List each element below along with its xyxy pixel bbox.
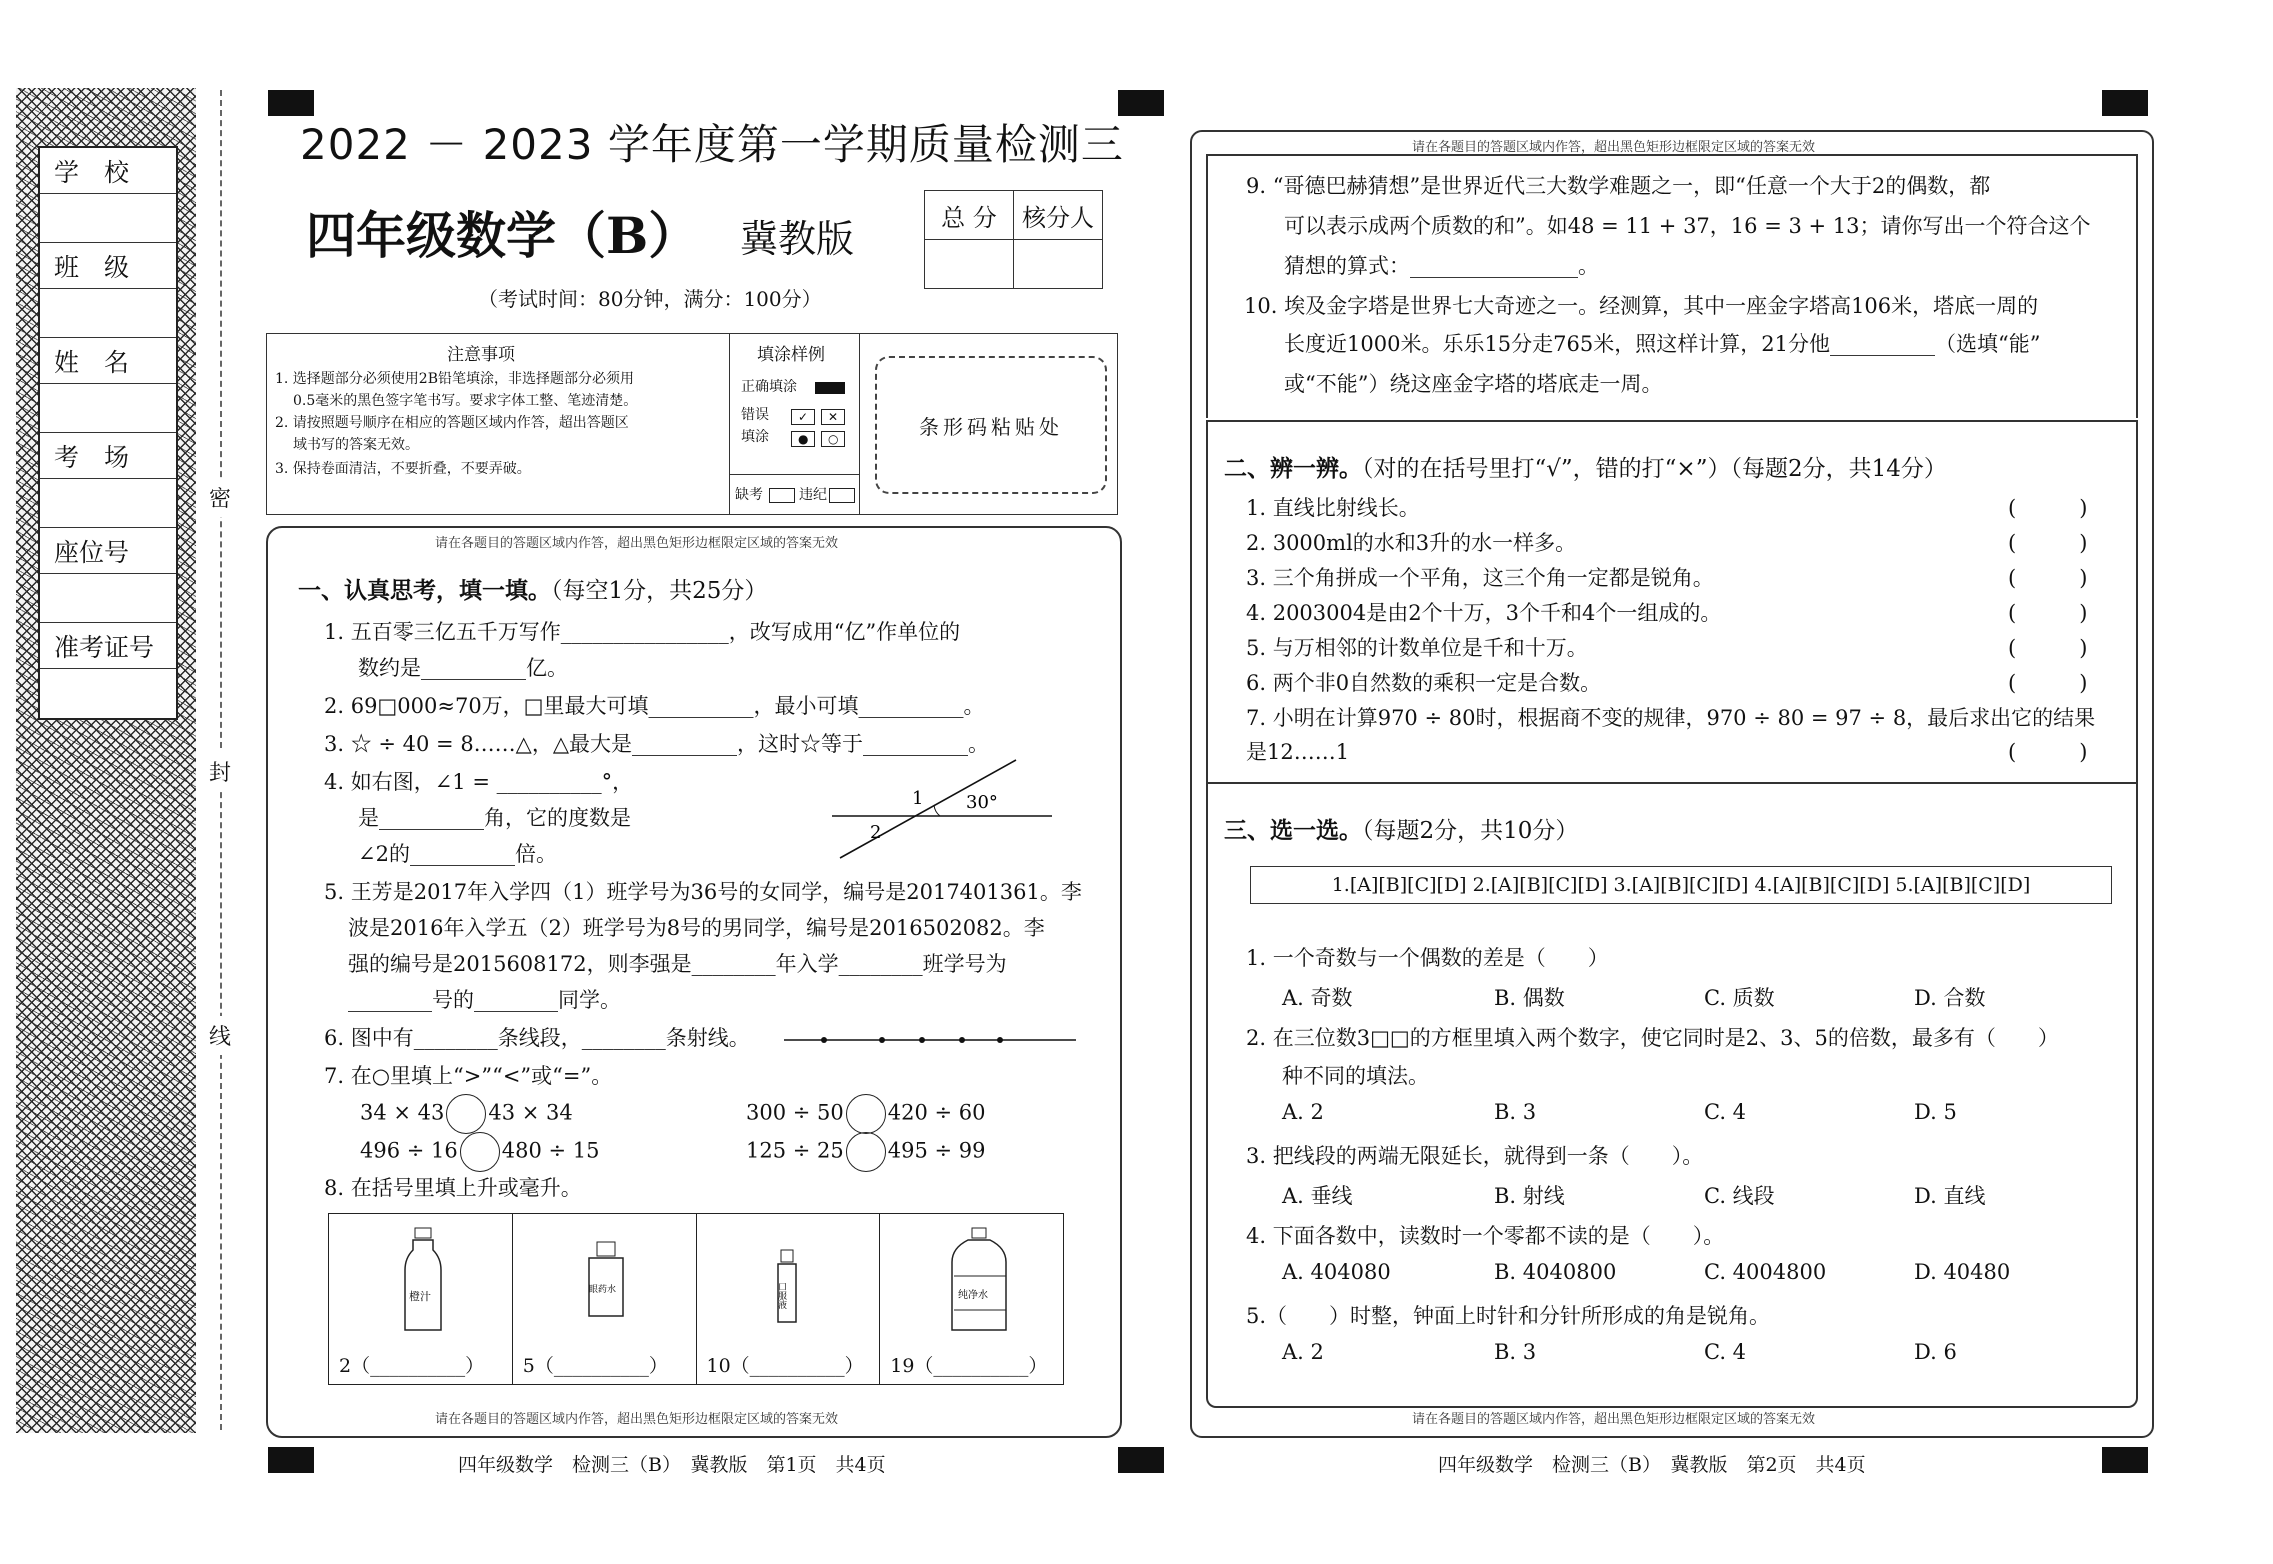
choice-option[interactable]: C. 4 xyxy=(1704,1340,1747,1364)
judge-item-4: 4. 2003004是由2个十万，3个千和4个一组成的。 xyxy=(1246,601,1722,625)
notice-item: 3. 保持卷面清洁，不要折叠，不要弄破。 xyxy=(275,461,531,477)
expr: 43 × 34 xyxy=(488,1100,573,1125)
question-9a: 9. “哥德巴赫猜想”是世界近代三大数学难题之一，即“任意一个大于2的偶数，都 xyxy=(1246,174,1991,198)
angle-1-label: 1 xyxy=(912,788,924,809)
judge-item-5: 5. 与万相邻的计数单位是千和十万。 xyxy=(1246,636,1588,660)
question-8: 8. 在括号里填上升或毫升。 xyxy=(324,1176,582,1200)
name-field[interactable] xyxy=(40,384,176,433)
wrong-mark-cross: ✕ xyxy=(821,409,845,425)
judge-item-7b: 是12……1 xyxy=(1246,740,1350,764)
question-10a: 10. 埃及金字塔是世界七大奇迹之一。经测算，其中一座金字塔高106米，塔底一周的 xyxy=(1244,294,2039,318)
timing-marker xyxy=(1118,1447,1164,1473)
question-5a: 5. 王芳是2017年入学四（1）班学号为36号的女同学，编号是2017401361。李 xyxy=(324,880,1082,904)
notice-rules xyxy=(267,334,730,514)
question-5b: 波是2016年入学五（2）班学号为8号的男同学，编号是2016502082。李 xyxy=(348,916,1045,940)
bottle-answer[interactable]: 10（__________） xyxy=(706,1355,864,1377)
wrong-mark-dot: ● xyxy=(791,431,815,447)
judge-answer-6[interactable]: ( ) xyxy=(2008,671,2088,695)
question-1a: 1. 五百零三亿五千万写作________________，改写成用“亿”作单位的 xyxy=(324,620,961,644)
question-6: 6. 图中有________条线段，________条射线。 xyxy=(324,1026,750,1050)
exam-room-field[interactable] xyxy=(40,479,176,528)
question-9b: 可以表示成两个质数的和”。如48 = 11 + 37，16 = 3 + 13；请你写出一个符合这个 xyxy=(1284,214,2091,238)
expr: 496 ÷ 16 xyxy=(360,1138,458,1163)
seat-field[interactable] xyxy=(40,574,176,623)
point xyxy=(879,1037,885,1043)
question-7: 7. 在○里填上“>”“<”或“=”。 xyxy=(324,1064,613,1088)
seal-char-feng: 封 xyxy=(209,752,231,791)
student-info-box xyxy=(38,146,178,720)
compare-circle[interactable] xyxy=(846,1094,886,1134)
question-1b: 数约是__________亿。 xyxy=(358,656,568,680)
judge-item-2: 2. 3000ml的水和3升的水一样多。 xyxy=(1246,531,1577,555)
expr: 420 ÷ 60 xyxy=(887,1100,986,1125)
choice-option[interactable]: C. 线段 xyxy=(1704,1184,1775,1208)
choice-question-2: 2. 在三位数3□□的方框里填入两个数字，使它同时是2、3、5的倍数，最多有（ ） xyxy=(1246,1026,2059,1050)
choice-option[interactable]: B. 4040800 xyxy=(1494,1260,1617,1284)
absent-box[interactable] xyxy=(769,488,795,503)
expr: 34 × 43 xyxy=(360,1100,445,1125)
bottle-cell-eyedrop xyxy=(513,1214,697,1384)
seal-char-mi: 密 xyxy=(209,478,231,517)
judge-item-6: 6. 两个非0自然数的乘积一定是合数。 xyxy=(1246,671,1602,695)
notice-block xyxy=(266,333,1118,515)
area-note: 请在各题目的答题区域内作答，超出黑色矩形边框限定区域的答案无效 xyxy=(1412,1412,1816,1427)
section1-heading xyxy=(298,572,767,605)
bottle-answer[interactable]: 19（__________） xyxy=(890,1355,1048,1377)
choice-option[interactable]: B. 射线 xyxy=(1494,1184,1565,1208)
wrong-mark-check: ✓ xyxy=(791,409,815,425)
compare-circle[interactable] xyxy=(446,1094,486,1134)
notice-item: 0.5毫米的黑色签字笔书写。要求字体工整、笔迹清楚。 xyxy=(293,393,638,409)
exam-id-label: 准考证号 xyxy=(40,623,176,669)
timing-marker xyxy=(2102,90,2148,116)
fill-label: 填涂 xyxy=(741,429,769,445)
choice-option[interactable]: B. 偶数 xyxy=(1494,986,1565,1010)
question-5c: 强的编号是2015608172，则李强是________年入学________班学号为 xyxy=(348,952,1007,976)
checker-label: 核分人 xyxy=(1014,191,1103,240)
total-score-cell[interactable] xyxy=(925,240,1014,289)
section3-scoring: （每题2分，共10分） xyxy=(1362,818,1579,844)
choice-question-5: 5.（ ）时整，钟面上时针和分针所形成的角是锐角。 xyxy=(1246,1304,1771,1328)
question-9c: 猜想的算式：________________。 xyxy=(1284,254,1599,278)
judge-answer-7[interactable]: ( ) xyxy=(2008,740,2088,764)
section3-title: 三、选一选。 xyxy=(1224,817,1362,844)
choice-option[interactable]: D. 直线 xyxy=(1914,1184,1986,1208)
section1-title: 一、认真思考，填一填。 xyxy=(298,577,551,604)
compare-row-2a xyxy=(360,1132,600,1172)
school-label: 学 校 xyxy=(40,148,176,194)
choice-option[interactable]: A. 奇数 xyxy=(1282,986,1353,1010)
angle-2-label: 2 xyxy=(870,822,882,843)
question-4a: 4. 如右图，∠1 = __________°， xyxy=(324,770,634,794)
seal-char-xian: 线 xyxy=(209,1016,231,1055)
bottle-cell-juice xyxy=(329,1214,513,1384)
choice-option[interactable]: B. 3 xyxy=(1494,1100,1537,1124)
wrong-label: 错误 xyxy=(741,407,769,423)
question-3: 3. ☆ ÷ 40 = 8……△，△最大是__________，这时☆等于__________。 xyxy=(324,732,989,756)
judge-answer-5[interactable]: ( ) xyxy=(2008,636,2088,660)
notice-heading: 注意事项 xyxy=(447,345,515,365)
expr: 125 ÷ 25 xyxy=(746,1138,844,1163)
fill-sample xyxy=(729,334,860,514)
area-note: 请在各题目的答题区域内作答，超出黑色矩形边框限定区域的答案无效 xyxy=(435,536,839,551)
choice-option[interactable]: D. 合数 xyxy=(1914,986,1986,1010)
bottle-cell-oral xyxy=(697,1214,881,1384)
water-jug-icon xyxy=(950,1226,1010,1338)
judge-answer-2[interactable]: ( ) xyxy=(2008,531,2088,555)
section2-title: 二、辨一辨。 xyxy=(1224,455,1362,482)
judge-item-7: 7. 小明在计算970 ÷ 80时，根据商不变的规律，970 ÷ 80 = 97 ÷ 8，最后求出它的结果 xyxy=(1246,706,2096,730)
question-5d: ________号的________同学。 xyxy=(348,988,621,1012)
section3-heading xyxy=(1224,812,1578,845)
checker-cell[interactable] xyxy=(1014,240,1103,289)
angle-30-label: 30° xyxy=(966,792,998,813)
choice-question-4: 4. 下面各数中，读数时一个零都不读的是（ ）。 xyxy=(1246,1224,1725,1248)
timing-marker xyxy=(2102,1447,2148,1473)
bottle-answer[interactable]: 5（__________） xyxy=(522,1355,668,1377)
area-note: 请在各题目的答题区域内作答，超出黑色矩形边框限定区域的答案无效 xyxy=(435,1412,839,1427)
class-field[interactable] xyxy=(40,289,176,338)
name-label: 姓 名 xyxy=(40,338,176,384)
absent-label: 缺考 xyxy=(735,487,763,503)
choice-option[interactable]: A. 2 xyxy=(1282,1100,1324,1124)
bottle-answer[interactable]: 2（__________） xyxy=(339,1355,485,1377)
question-2: 2. 69□000≈70万，□里最大可填__________，最小可填__________。 xyxy=(324,694,985,718)
choice-option[interactable]: A. 2 xyxy=(1282,1340,1324,1364)
edition-label: 冀教版 xyxy=(740,217,855,261)
notice-item: 1. 选择题部分必须使用2B铅笔填涂，非选择题部分必须用 xyxy=(275,371,635,387)
eyedrop-bottle-icon xyxy=(583,1240,629,1320)
bottle-label: 眼药水 xyxy=(588,1285,616,1295)
violation-box[interactable] xyxy=(829,488,855,503)
segments-figure xyxy=(784,1030,1084,1050)
point xyxy=(997,1037,1003,1043)
bottle-label: 橙汁 xyxy=(409,1290,431,1303)
violation-label: 违纪 xyxy=(799,487,827,503)
notice-item: 2. 请按照题号顺序在相应的答题区域内作答，超出答题区 xyxy=(275,415,629,431)
divider xyxy=(729,474,859,475)
compare-row-2b xyxy=(746,1132,986,1172)
angle-figure xyxy=(820,750,1070,870)
choice-option[interactable]: C. 4004800 xyxy=(1704,1260,1827,1284)
judge-item-1: 1. 直线比射线长。 xyxy=(1246,496,1420,520)
choice-option[interactable]: B. 3 xyxy=(1494,1340,1537,1364)
bottle-cell-water xyxy=(880,1214,1063,1384)
point xyxy=(821,1037,827,1043)
question-4b: 是__________角，它的度数是 xyxy=(358,806,631,830)
compare-circle[interactable] xyxy=(460,1132,500,1172)
point xyxy=(959,1037,965,1043)
choice-option[interactable]: C. 4 xyxy=(1704,1100,1747,1124)
expr: 495 ÷ 99 xyxy=(887,1138,986,1163)
barcode-area: 条形码粘贴处 xyxy=(875,356,1107,494)
choice-answer-sheet[interactable]: 1.[A][B][C][D] 2.[A][B][C][D] 3.[A][B][C][D] 4.[A][B][C][D] 5.[A][B][C][D] xyxy=(1250,866,2112,904)
judge-item-3: 3. 三个角拼成一个平角，这三个角一定都是锐角。 xyxy=(1246,566,1714,590)
school-field[interactable] xyxy=(40,194,176,243)
exam-title: 2022 － 2023 学年度第一学期质量检测三 xyxy=(300,120,1124,169)
subject-title: 四年级数学（B） xyxy=(306,206,699,265)
juice-bottle-icon xyxy=(403,1226,443,1336)
angle-arc xyxy=(934,805,940,816)
exam-room-label: 考 场 xyxy=(40,433,176,479)
class-label: 班 级 xyxy=(40,243,176,289)
bottle-table xyxy=(328,1213,1064,1385)
page2-footer: 四年级数学 检测三（B） 冀教版 第2页 共4页 xyxy=(1438,1454,1866,1476)
notice-item: 域书写的答案无效。 xyxy=(293,437,419,453)
question-4c: ∠2的__________倍。 xyxy=(358,842,557,866)
correct-fill-label: 正确填涂 xyxy=(741,379,797,395)
expr: 480 ÷ 15 xyxy=(501,1138,600,1163)
oral-liquid-icon xyxy=(775,1248,799,1328)
total-score-label: 总 分 xyxy=(925,191,1014,240)
choice-question-2b: 种不同的填法。 xyxy=(1282,1064,1429,1088)
question-10b: 长度近1000米。乐乐15分走765米，照这样计算，21分他__________（选填“能” xyxy=(1284,332,2041,356)
compare-row-1a xyxy=(360,1094,573,1134)
score-table xyxy=(924,190,1103,289)
choice-option[interactable]: A. 垂线 xyxy=(1282,1184,1353,1208)
page1-footer: 四年级数学 检测三（B） 冀教版 第1页 共4页 xyxy=(458,1454,886,1476)
bottle-label: 纯净水 xyxy=(958,1290,989,1301)
choice-option[interactable]: C. 质数 xyxy=(1704,986,1775,1010)
bottle-label: 口服液 xyxy=(775,1282,786,1309)
exam-time-info: （考试时间：80分钟，满分：100分） xyxy=(478,287,822,311)
sample-heading: 填涂样例 xyxy=(757,345,825,365)
judge-answer-3[interactable]: ( ) xyxy=(2008,566,2088,590)
seat-label: 座位号 xyxy=(40,528,176,574)
point xyxy=(919,1037,925,1043)
compare-circle[interactable] xyxy=(846,1132,886,1172)
section1-scoring: （每空1分，共25分） xyxy=(551,578,768,604)
wrong-mark-circle: ○ xyxy=(821,431,845,447)
correct-fill-mark xyxy=(815,382,845,394)
area-note: 请在各题目的答题区域内作答，超出黑色矩形边框限定区域的答案无效 xyxy=(1412,140,1816,155)
choice-option[interactable]: D. 40480 xyxy=(1914,1260,2011,1284)
choice-option[interactable]: D. 5 xyxy=(1914,1100,1957,1124)
compare-row-1b xyxy=(746,1094,986,1134)
expr: 300 ÷ 50 xyxy=(746,1100,844,1125)
timing-marker xyxy=(268,1447,314,1473)
section2-heading xyxy=(1224,450,1947,483)
choice-question-1: 1. 一个奇数与一个偶数的差是（ ） xyxy=(1246,946,1609,970)
choice-question-3: 3. 把线段的两端无限延长，就得到一条（ ）。 xyxy=(1246,1144,1704,1168)
question-10c: 或“不能”）绕这座金字塔的塔底走一周。 xyxy=(1284,372,1663,396)
judge-answer-1[interactable]: ( ) xyxy=(2008,496,2088,520)
choice-option[interactable]: A. 404080 xyxy=(1282,1260,1391,1284)
timing-marker xyxy=(1118,90,1164,116)
section2-scoring: （对的在括号里打“√”，错的打“×”）（每题2分，共14分） xyxy=(1362,456,1947,482)
choice-option[interactable]: D. 6 xyxy=(1914,1340,1957,1364)
judge-answer-4[interactable]: ( ) xyxy=(2008,601,2088,625)
